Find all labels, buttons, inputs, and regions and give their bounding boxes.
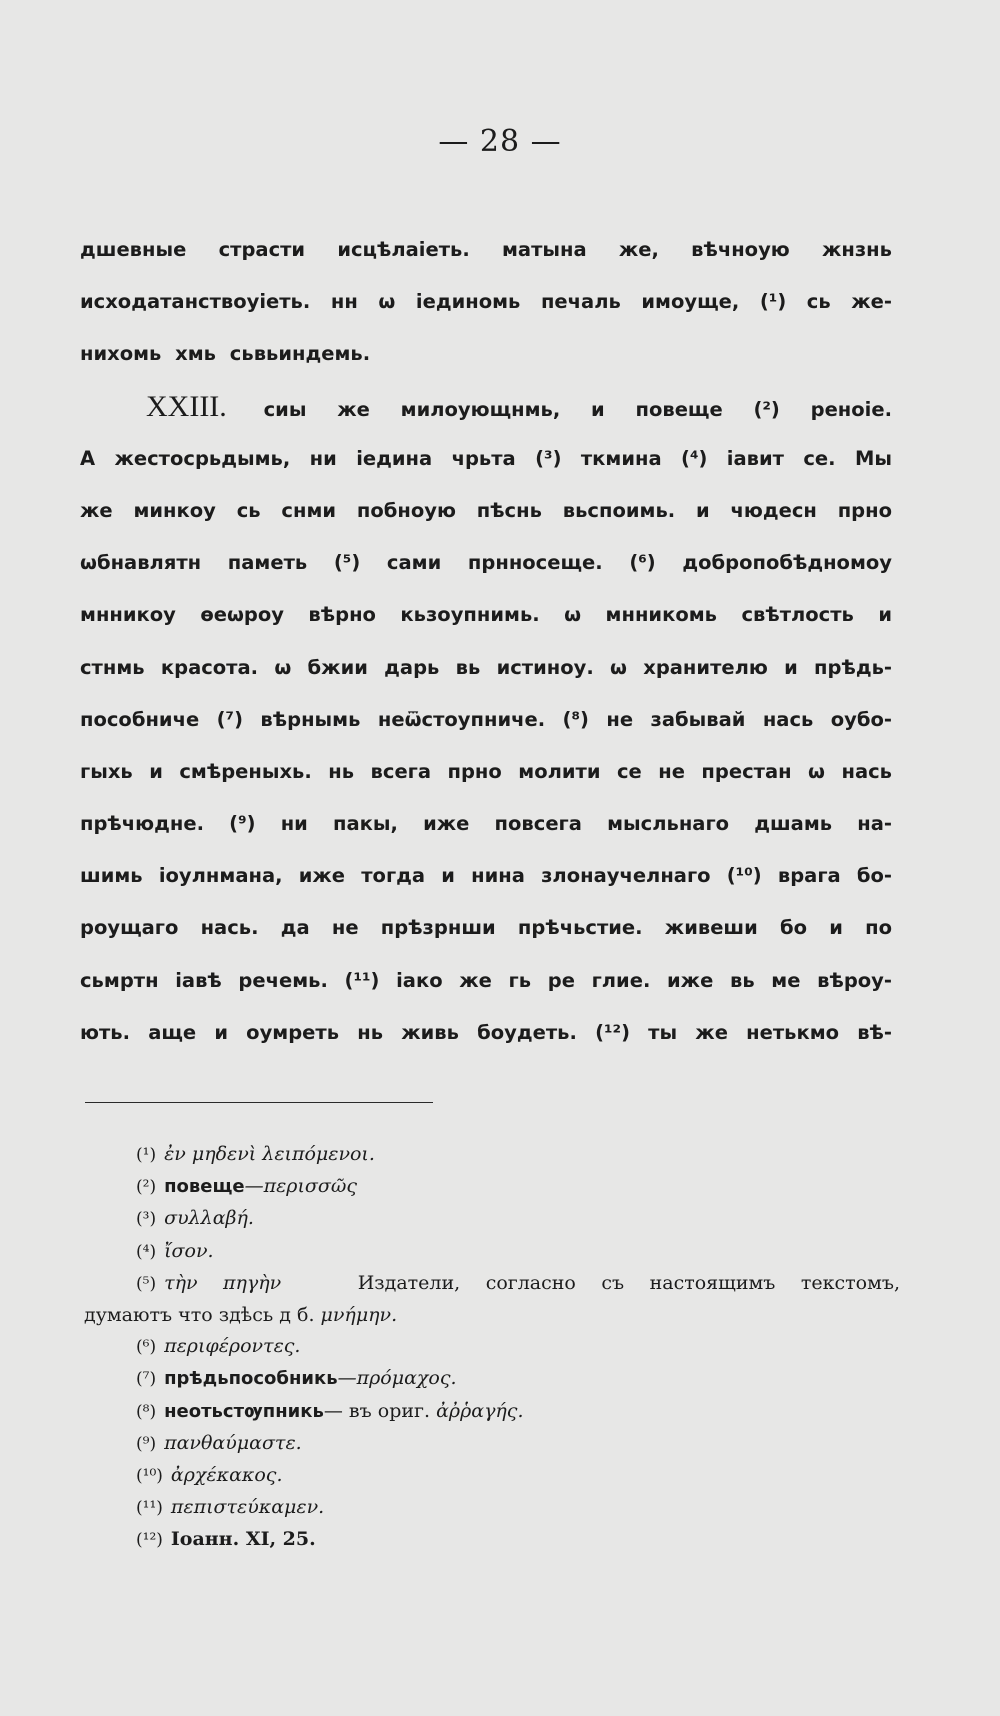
footnote: (⁶) περιφέροντες. bbox=[136, 1335, 301, 1358]
text-line: нихомь хмь сьвьиндемь. bbox=[80, 342, 371, 366]
page-number: — 28 — bbox=[438, 124, 562, 159]
text-line: ѡбнавлятн паметь (⁵) сами прнносеще. (⁶) добропобѣдномоу bbox=[80, 551, 892, 575]
text-line: же минкоу сь снми побноую пѣснь вьспоимь. и чюдесн прно bbox=[80, 498, 892, 522]
text-line: пособниче (⁷) вѣрнымь неѿстоупниче. (⁸) не забывай нась оубо- bbox=[80, 707, 892, 731]
text-line: роущаго нась. да не прѣзрнши прѣчьстие. живеши бо и по bbox=[80, 916, 892, 940]
footnotes bbox=[80, 1139, 900, 1557]
footnote-separator bbox=[85, 1102, 433, 1103]
main-text bbox=[80, 224, 892, 1059]
text-line: прѣчюдне. (⁹) ни пакы, иже повсега мысльнаго дшамь на- bbox=[80, 812, 892, 836]
footnote: (²) повеще—περισσῶς bbox=[136, 1175, 357, 1198]
text-line: дшевные страсти исцѣлаіеть. матына же, вѣчноую жнзнь bbox=[80, 238, 892, 261]
footnote: (⁴) ἴσον. bbox=[136, 1239, 214, 1262]
footnote: (¹²) Іоанн. XI, 25. bbox=[136, 1528, 316, 1551]
footnote: (⁵) τὴν πηγὴν Издатели, согласно съ настоящимъ текстомъ, bbox=[136, 1271, 900, 1294]
text-line: шимь іоулнмана, иже тогда и нина злонаучелнаго (¹⁰) врага бо- bbox=[80, 864, 892, 888]
text-line: мнникоу ѳеѡроу вѣрно кьзоупнимь. ѡ мнникомь свѣтлость и bbox=[80, 603, 892, 627]
footnote: (⁹) πανθαύμαστε. bbox=[136, 1431, 302, 1454]
text-line: сьмртн іавѣ речемь. (¹¹) іако же гь ре глие. иже вь ме вѣроу- bbox=[80, 968, 892, 992]
footnote: (¹¹) πεπιστεύκαμεν. bbox=[136, 1496, 325, 1519]
footnote: (¹) ἐν μηδενὶ λειπόμενοι. bbox=[136, 1143, 375, 1165]
text-line: ють. аще и оумреть нь живь боудеть. (¹²) ты же нетькмо вѣ- bbox=[80, 1020, 892, 1044]
footnote: (¹⁰) ἀρχέκακος. bbox=[136, 1464, 283, 1487]
section-number: XXIII. bbox=[146, 389, 227, 423]
text-line-fragment: сиы же милоующнмь, и повеще (²) реноіе. bbox=[263, 397, 892, 421]
footnote: (⁷) прѣдьпособникь—πρόμαχος. bbox=[136, 1367, 457, 1390]
text-line: исходатанствоуіеть. нн ѡ іединомь печаль имоуще, (¹) сь же- bbox=[80, 290, 892, 314]
text-line: А жестосрьдымь, ни іедина чрьта (³) ткмина (⁴) іавит се. Мы bbox=[80, 446, 892, 470]
text-line: гыхь и смѣреныхь. нь всега прно молити се не престан ѡ нась bbox=[80, 759, 892, 783]
section-line bbox=[80, 381, 892, 433]
footnote-continuation: думаютъ что здѣсь д б. μνήμην. bbox=[84, 1304, 398, 1327]
footnote: (³) συλλαβή. bbox=[136, 1207, 254, 1230]
text-line: стнмь красота. ѡ бжии дарь вь истиноу. ѡ хранителю и прѣдь- bbox=[80, 655, 892, 679]
footnote: (⁸) неотьстѹпникь— въ ориг. ἀῤῥαγής. bbox=[136, 1399, 524, 1422]
